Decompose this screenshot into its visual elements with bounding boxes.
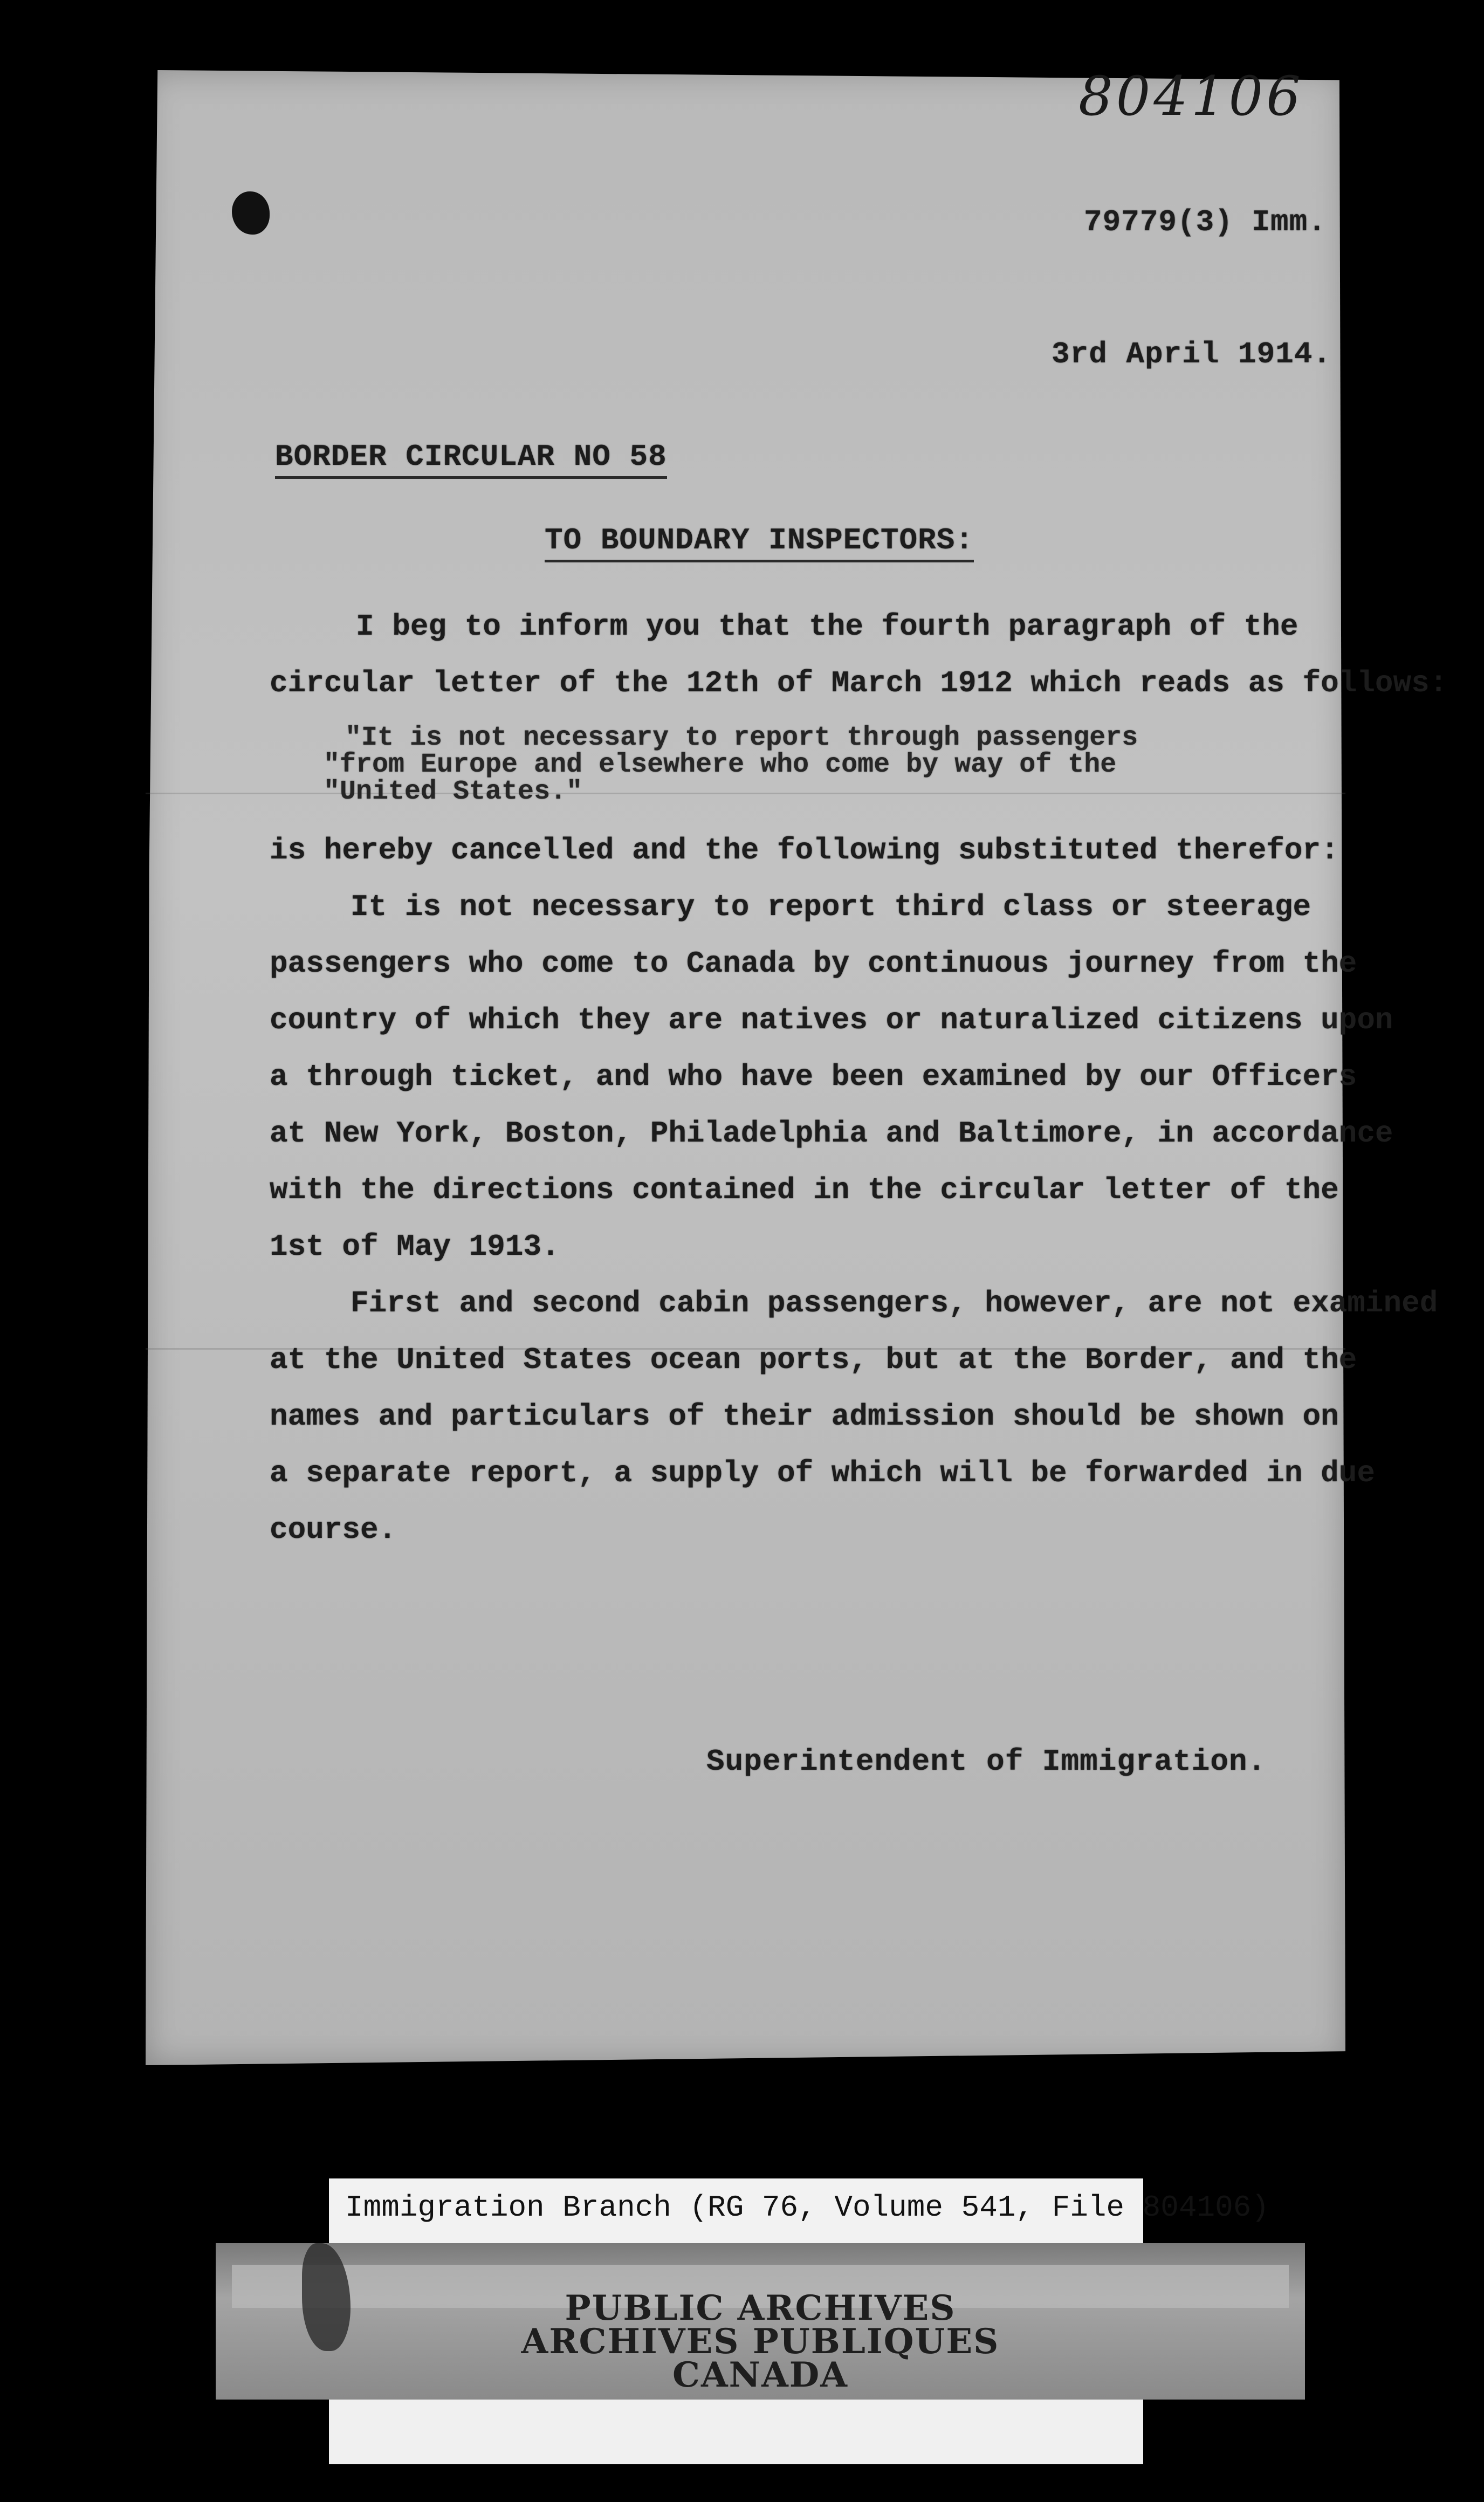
bottom-label-strip	[329, 2400, 1143, 2464]
file-reference: 79779(3) Imm.	[1084, 205, 1327, 239]
cabin-line: First and second cabin passengers, however, are not examined	[351, 1286, 1438, 1321]
quote-line: "from Europe and elsewhere who come by way of the	[324, 750, 1117, 780]
rule-line: with the directions contained in the circular letter of the	[270, 1173, 1339, 1207]
addressee-heading	[545, 523, 974, 558]
stamp-line-3: CANADA	[672, 2355, 848, 2395]
rule-line: at New York, Boston, Philadelphia and Baltimore, in accordance	[270, 1116, 1393, 1151]
cabin-line: names and particulars of their admission should be shown on	[270, 1399, 1339, 1434]
cabin-line: at the United States ocean ports, but at the Border, and the	[270, 1343, 1357, 1377]
rule-line: It is not necessary to report third class or steerage	[351, 890, 1311, 924]
ink-blot-mark	[232, 191, 270, 235]
cancel-line: is hereby cancelled and the following substituted therefor:	[270, 833, 1339, 868]
quote-line: "United States."	[324, 776, 583, 807]
cabin-line: a separate report, a supply of which will be forwarded in due	[270, 1456, 1375, 1490]
addressee-text: TO BOUNDARY INSPECTORS:	[545, 523, 974, 562]
circular-title	[275, 439, 667, 474]
archives-stamp	[518, 2288, 1003, 2395]
letter-date: 3rd April 1914.	[1052, 337, 1332, 372]
intro-line: circular letter of the 12th of March 1912 which reads as follows:	[270, 666, 1448, 700]
quote-line: "It is not necessary to report through passengers	[345, 723, 1138, 753]
intro-line: I beg to inform you that the fourth paragraph of the	[356, 609, 1298, 644]
handwritten-file-number: 804106	[1078, 65, 1304, 128]
circular-title-text: BORDER CIRCULAR NO 58	[275, 439, 667, 479]
stamp-line-2: ARCHIVES PUBLIQUES	[521, 2321, 1000, 2362]
rule-line: country of which they are natives or naturalized citizens upon	[270, 1003, 1393, 1037]
archive-label-text: Immigration Branch (RG 76, Volume 541, File 804106)	[345, 2190, 1269, 2225]
rule-line: 1st of May 1913.	[270, 1229, 560, 1264]
rule-line: passengers who come to Canada by continuous journey from the	[270, 946, 1357, 981]
signature-block: Superintendent of Immigration.	[706, 1744, 1267, 1779]
cabin-line: course.	[270, 1513, 397, 1547]
archive-label	[329, 2178, 1269, 2243]
rule-line: a through ticket, and who have been examined by our Officers	[270, 1060, 1357, 1094]
stamp-line-1: PUBLIC ARCHIVES	[565, 2288, 956, 2328]
